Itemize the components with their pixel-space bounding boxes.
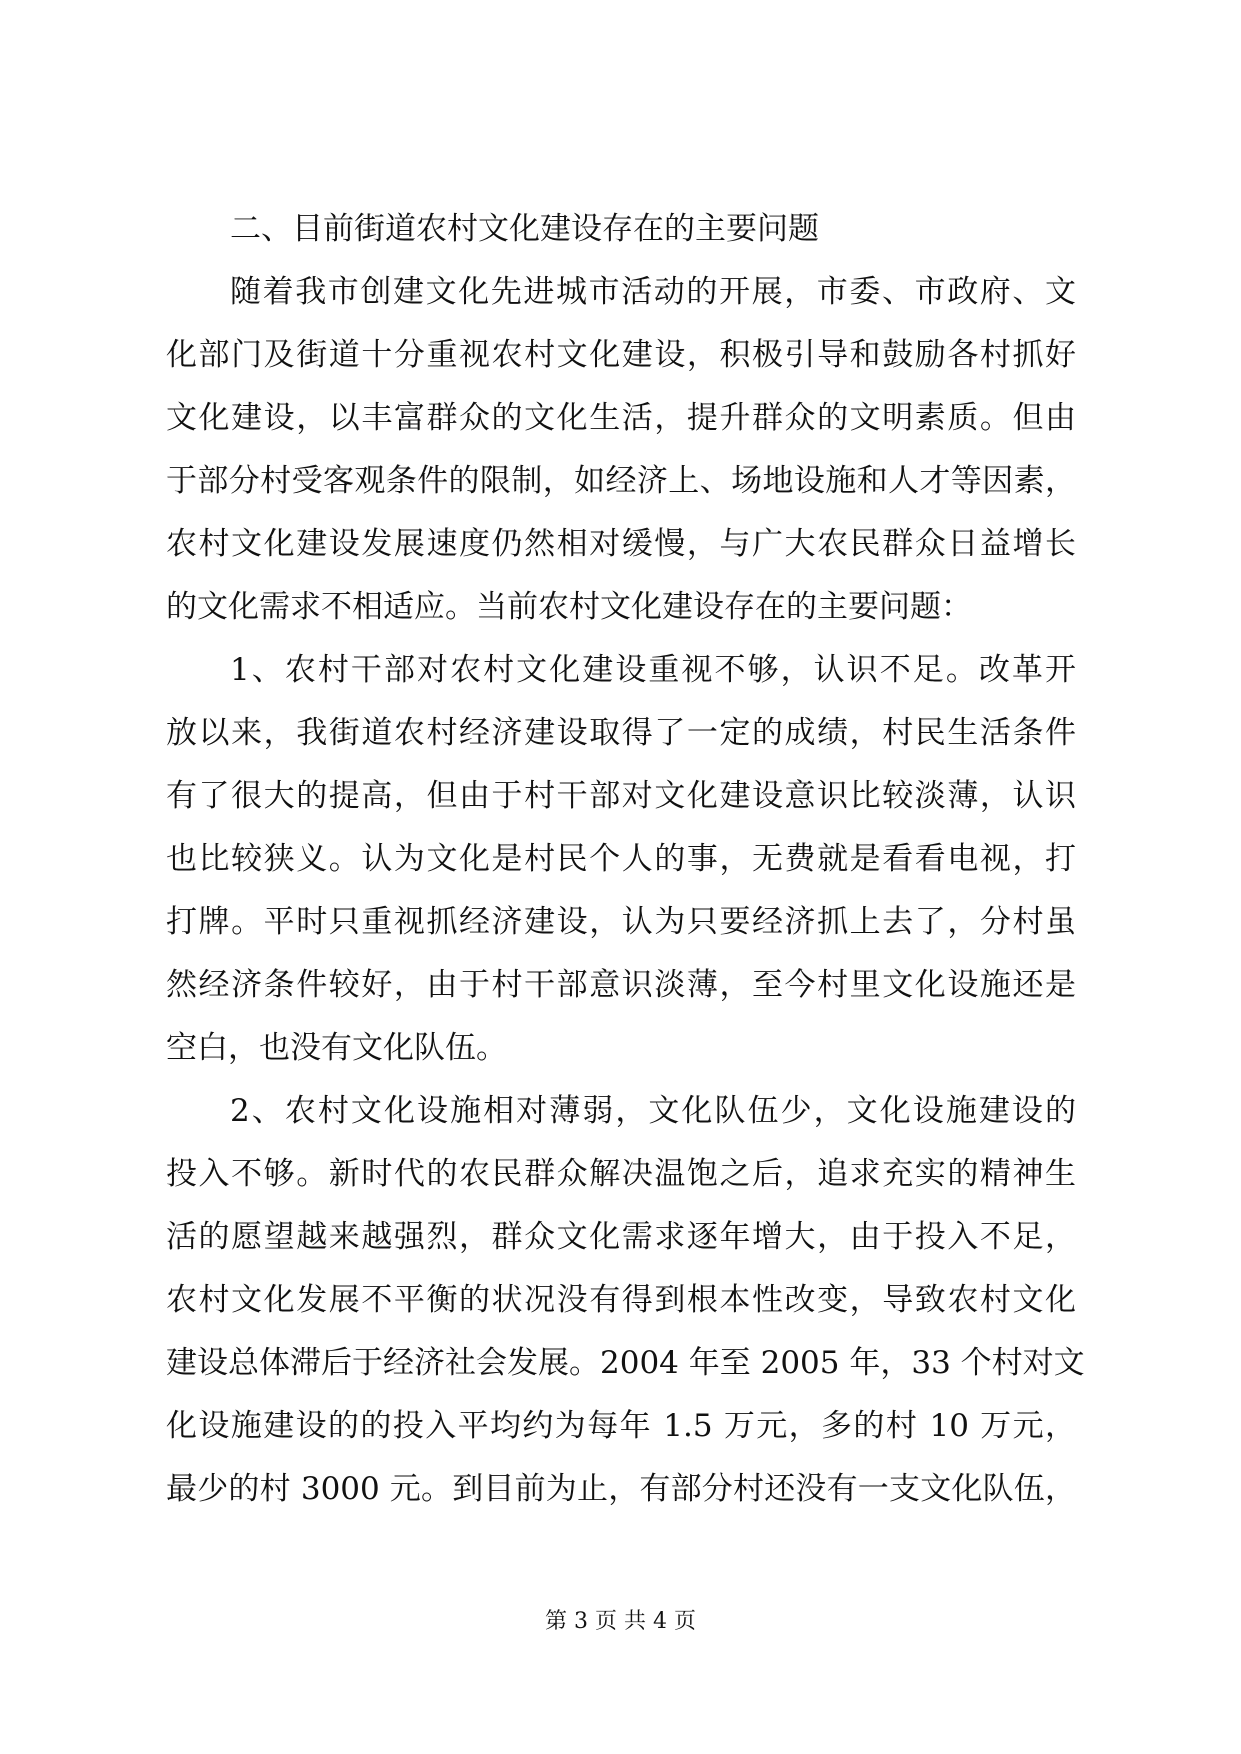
paragraph-line: 的文化需求不相适应。当前农村文化建设存在的主要问题： xyxy=(166,589,972,625)
section-heading: 二、目前街道农村文化建设存在的主要问题 xyxy=(230,211,819,247)
paragraph-line: 打牌。平时只重视抓经济建设，认为只要经济抓上去了，分村虽 xyxy=(166,904,1076,940)
paragraph-line: 1、农村干部对农村文化建设重视不够，认识不足。改革开 xyxy=(230,652,1076,688)
paragraph-point-1 xyxy=(166,639,1076,1080)
paragraph-line: 也比较狭义。认为文化是村民个人的事，无费就是看看电视，打 xyxy=(166,841,1076,877)
paragraph-line: 于部分村受客观条件的限制，如经济上、场地设施和人才等因素， xyxy=(166,463,1076,499)
paragraph-point-2 xyxy=(166,1080,1085,1521)
paragraph-line: 文化建设，以丰富群众的文化生活，提升群众的文明素质。但由 xyxy=(166,400,1076,436)
paragraph-line: 化部门及街道十分重视农村文化建设，积极引导和鼓励各村抓好 xyxy=(166,337,1076,373)
paragraph-line: 放以来，我街道农村经济建设取得了一定的成绩，村民生活条件 xyxy=(166,715,1076,751)
page-footer: 第 3 页 共 4 页 xyxy=(545,1609,696,1634)
paragraph-line: 然经济条件较好，由于村干部意识淡薄，至今村里文化设施还是 xyxy=(166,967,1076,1003)
paragraph-line: 活的愿望越来越强烈，群众文化需求逐年增大，由于投入不足， xyxy=(166,1219,1076,1255)
paragraph-line: 空白，也没有文化队伍。 xyxy=(166,1030,507,1066)
paragraph-line: 农村文化发展不平衡的状况没有得到根本性改变，导致农村文化 xyxy=(166,1282,1076,1318)
paragraph-line: 随着我市创建文化先进城市活动的开展，市委、市政府、文 xyxy=(230,274,1076,310)
paragraph-line: 最少的村 3000 元。到目前为止，有部分村还没有一支文化队伍， xyxy=(166,1471,1076,1507)
paragraph-line: 化设施建设的的投入平均约为每年 1.5 万元，多的村 10 万元， xyxy=(166,1408,1076,1444)
paragraph-line: 投入不够。新时代的农民群众解决温饱之后，追求充实的精神生 xyxy=(166,1156,1076,1192)
document-body xyxy=(166,198,1085,1521)
paragraph-intro xyxy=(166,261,1076,639)
paragraph-line: 建设总体滞后于经济社会发展。2004 年至 2005 年，33 个村对文 xyxy=(166,1345,1085,1381)
paragraph-line: 农村文化建设发展速度仍然相对缓慢，与广大农民群众日益增长 xyxy=(166,526,1076,562)
paragraph-line: 有了很大的提高，但由于村干部对文化建设意识比较淡薄，认识 xyxy=(166,778,1076,814)
paragraph-line: 2、农村文化设施相对薄弱，文化队伍少，文化设施建设的 xyxy=(230,1093,1076,1129)
